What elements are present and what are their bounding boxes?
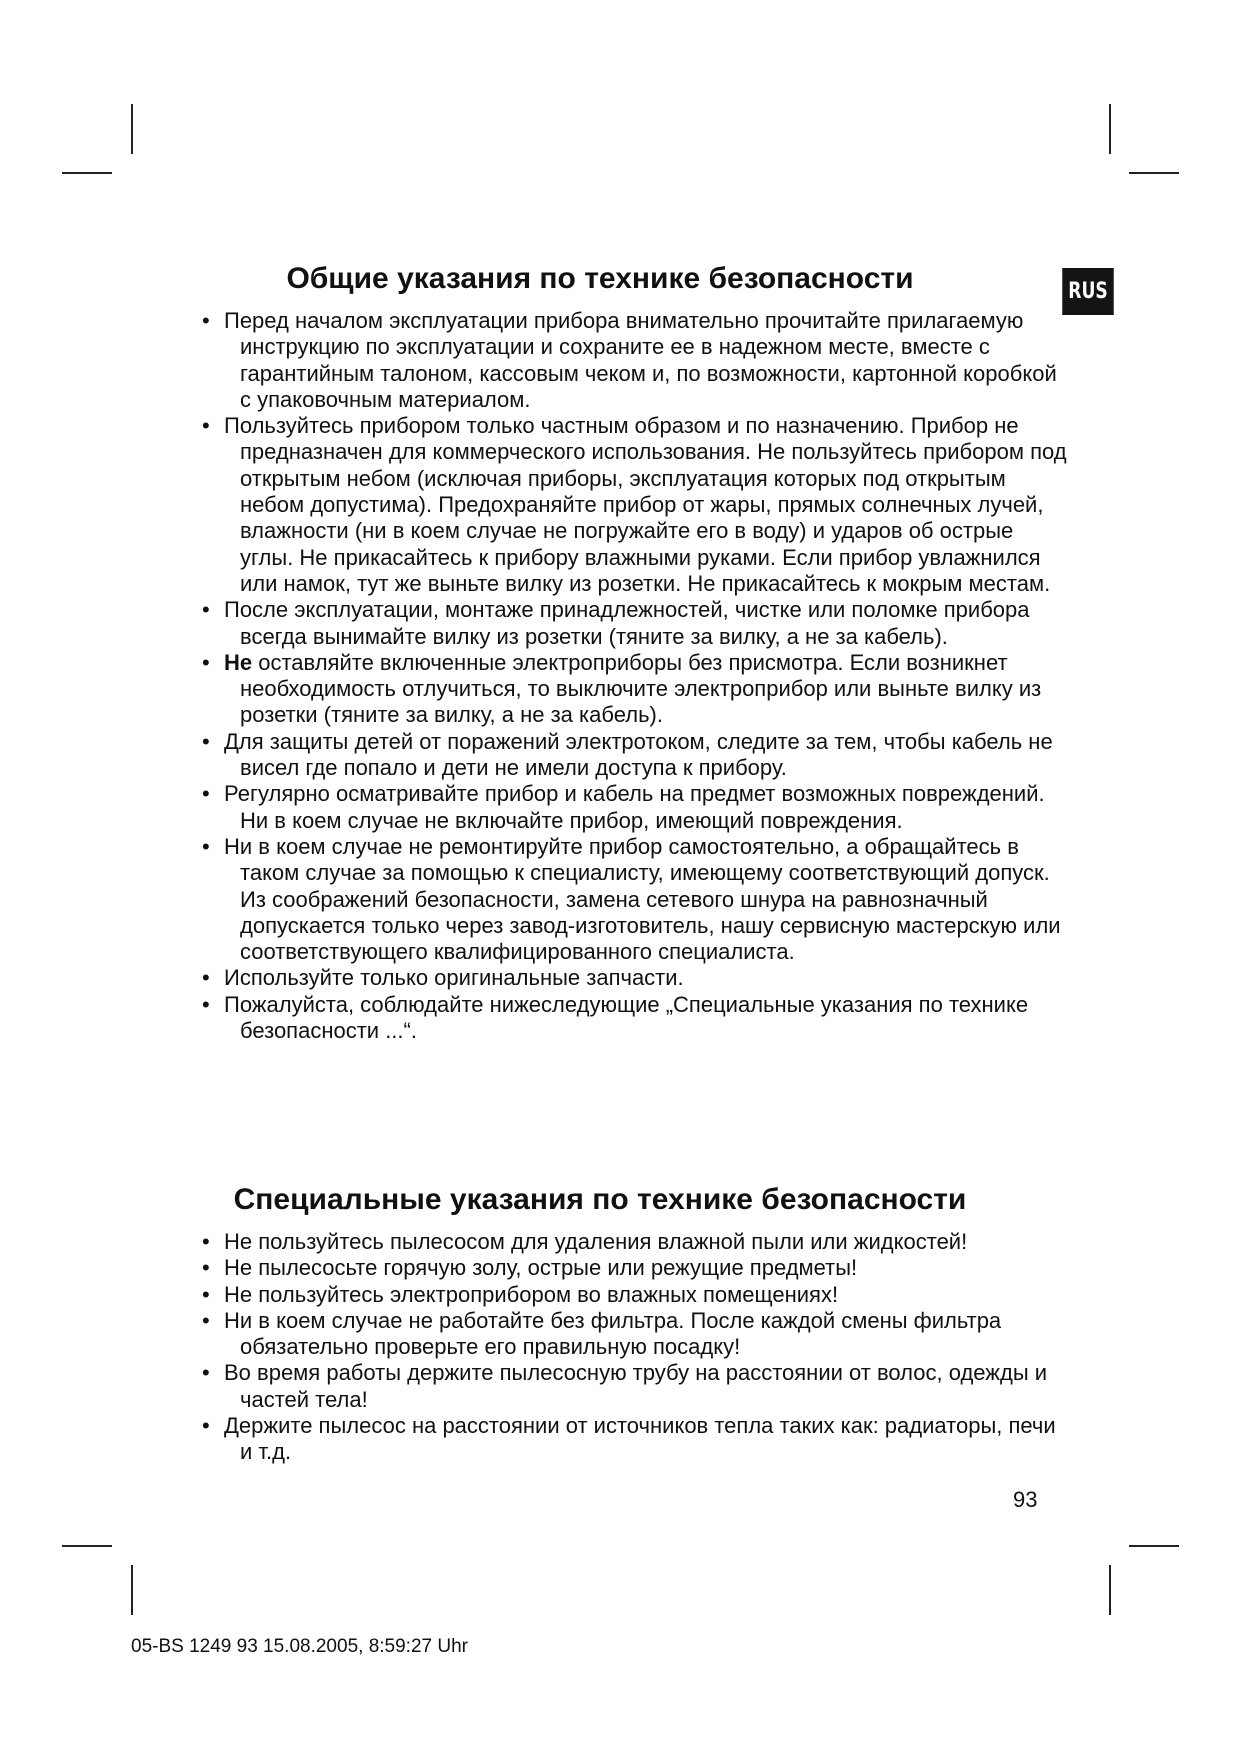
print-info: 05-BS 1249 93 15.08.2005, 8:59:27 Uhr [131, 1636, 468, 1657]
item-text: Пожалуйста, соблюдайте нижеследующие „Специальные указания по технике безопасности ...“. [224, 991, 1029, 1044]
bullet-icon: • [202, 1360, 210, 1386]
general-safety-item [202, 597, 1072, 650]
crop-mark-top-right-horizontal [1129, 172, 1179, 174]
special-safety-list [202, 1229, 1072, 1466]
general-safety-item [202, 413, 1072, 597]
page-number: 93 [1013, 1487, 1038, 1512]
bullet-icon: • [202, 308, 210, 333]
item-text: Не пользуйтесь электроприбором во влажных помещениях! [224, 1281, 839, 1307]
bullet-icon: • [202, 597, 210, 623]
general-safety-item [202, 308, 1072, 413]
item-text: После эксплуатации, монтаже принадлежностей, чистке или поломке прибора всегда вынимайте вилку из розетки (тяните за вилку, а не за кабель). [224, 597, 1030, 649]
general-safety-title: Общие указания по технике безопасности [286, 262, 914, 295]
item-text: оставляйте включенные электроприборы без присмотра. Если возникнет необходимость отлучиться, то выключите электроприбор или выньте вилку из розетки (тяните за вилку, а не за кабель). [240, 649, 1042, 728]
crop-mark-bottom-right-vertical [1109, 1565, 1111, 1615]
crop-mark-top-right-vertical [1109, 104, 1111, 154]
general-safety-item [202, 650, 1072, 729]
item-text: Регулярно осматривайте прибор и кабель на предмет возможных повреждений. Ни в коем случае не включайте прибор, имеющий повреждения. [224, 781, 1045, 833]
special-safety-title: Специальные указания по технике безопасности [233, 1183, 967, 1216]
bullet-icon: • [202, 833, 210, 859]
bullet-icon: • [202, 781, 210, 807]
bullet-icon: • [202, 1255, 210, 1281]
language-badge: RUS [1062, 268, 1113, 315]
item-text: Во время работы держите пылесосную трубу на расстоянии от волос, одежды и частей тела! [224, 1360, 1048, 1412]
crop-mark-bottom-left-vertical [131, 1565, 133, 1615]
special-safety-item [202, 1308, 1072, 1361]
item-text: Пользуйтесь прибором только частным образом и по назначению. Прибор не предназначен для коммерческого использования. Не пользуйтесь прибором под открытым небом (исключая приборы, эксплуатация которых под открытым небом допустима). Предохраняйте прибор от жары, прямых солнечных лучей, влажности (ни в коем случае не погружайте его в воду) и ударов об острые углы. Не прикасайтесь к прибору влажными руками. Если прибор увлажнился или намок, тут же выньте вилку из розетки. Не прикасайтесь к мокрым местам. [224, 413, 1067, 596]
general-safety-item [202, 992, 1072, 1045]
crop-mark-top-left-horizontal [62, 172, 112, 174]
special-safety-item [202, 1282, 1072, 1308]
item-text: Используйте только оригинальные запчасти. [224, 965, 684, 991]
item-text: Перед началом эксплуатации прибора внимательно прочитайте прилагаемую инструкцию по эксплуатации и сохраните ее в надежном месте, вместе с гарантийным талоном, кассовым чеком и, по возможности, картонной коробкой с упаковочным материалом. [224, 308, 1057, 412]
general-safety-item [202, 781, 1072, 834]
bullet-icon: • [202, 1413, 210, 1439]
crop-mark-bottom-left-horizontal [62, 1545, 112, 1547]
item-text: Не пылесосьте горячую золу, острые или режущие предметы! [224, 1255, 858, 1281]
bullet-icon: • [202, 1229, 210, 1254]
item-text: Ни в коем случае не работайте без фильтра. После каждой смены фильтра обязательно проверьте его правильную посадку! [224, 1307, 1002, 1360]
item-text: Ни в коем случае не ремонтируйте прибор самостоятельно, а обращайтесь в таком случае за помощью к специалисту, имеющему соответствующий допуск. Из соображений безопасности, замена сетевого шнура на равнозначный допускается только через завод-изготовитель, нашу сервисную мастерскую или соответствующего квалифицированного специалиста. [224, 833, 1061, 965]
special-safety-item [202, 1255, 1072, 1281]
bullet-icon: • [202, 965, 210, 991]
general-safety-item [202, 834, 1072, 965]
bullet-icon: • [202, 1307, 210, 1333]
item-text: Держите пылесос на расстоянии от источников тепла таких как: радиаторы, печи и т.д. [224, 1413, 1056, 1465]
special-safety-item [202, 1229, 1072, 1255]
item-bold-prefix: Не [224, 649, 253, 675]
crop-mark-bottom-right-horizontal [1129, 1545, 1179, 1547]
special-safety-item [202, 1360, 1072, 1413]
bullet-icon: • [202, 649, 210, 675]
general-safety-item [202, 729, 1072, 782]
crop-mark-top-left-vertical [131, 104, 133, 154]
bullet-icon: • [202, 1281, 210, 1307]
general-safety-list [202, 308, 1072, 1044]
bullet-icon: • [202, 413, 210, 439]
item-text: Для защиты детей от поражений электротоком, следите за тем, чтобы кабель не висел где попало и дети не имели доступа к прибору. [224, 728, 1053, 781]
item-text: Не пользуйтесь пылесосом для удаления влажной пыли или жидкостей! [224, 1229, 968, 1254]
general-safety-item [202, 965, 1072, 991]
special-safety-item [202, 1413, 1072, 1466]
bullet-icon: • [202, 728, 210, 754]
bullet-icon: • [202, 991, 210, 1017]
